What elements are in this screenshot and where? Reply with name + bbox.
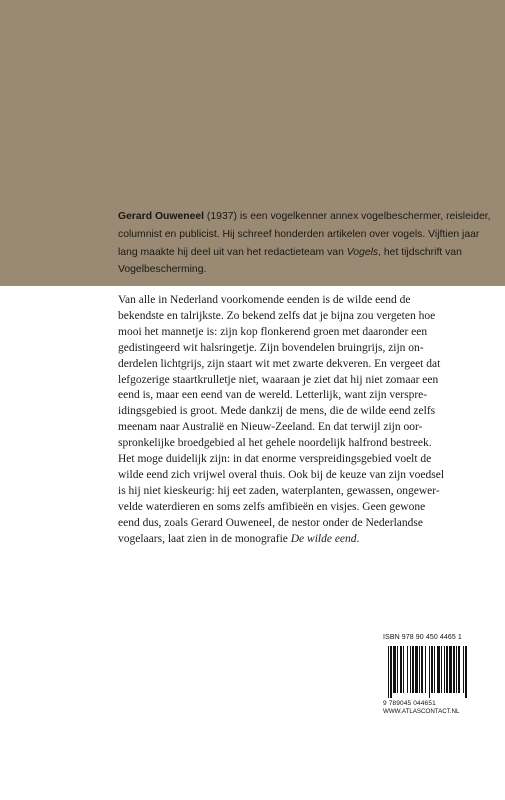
author-bio-text-end: , het tijdschrift van Vogelbescherming. bbox=[118, 246, 462, 276]
blurb-line: meenam naar Australië en Nieuw-Zeeland. En dat terwijl zijn oor- bbox=[118, 421, 423, 434]
blurb-line: idingsgebied is groot. Mede dankzij de mens, die de wilde eend zelfs bbox=[118, 405, 436, 418]
blurb-line: derdelen lichtgrijs, zijn staart wit met zwarte dekveren. En vergeet dat bbox=[118, 357, 441, 370]
author-name: Gerard Ouweneel bbox=[118, 211, 205, 222]
book-blurb bbox=[118, 293, 502, 548]
blurb-line: bekendste en talrijkste. Zo bekend zelfs dat je bijna zou vergeten hoe bbox=[118, 309, 436, 322]
blurb-line: Het moge duidelijk zijn: in dat enorme verspreidingsgebied voelt de bbox=[118, 453, 432, 466]
blurb-line: spronkelijke broedgebied al het gehele noordelijk halfrond bestreek. bbox=[118, 437, 432, 450]
publisher-url: WWW.ATLASCONTACT.NL bbox=[383, 708, 460, 715]
blurb-last-line-end: . bbox=[356, 532, 360, 545]
blurb-line: wilde eend zich vrijwel overal thuis. Ook bij de keuze van zijn voedsel bbox=[118, 468, 445, 481]
author-bio-panel bbox=[0, 0, 505, 286]
magazine-title: Vogels bbox=[346, 246, 379, 258]
blurb-line: eend is, maar een eend van de wereld. Letterlijk, want zijn verspre- bbox=[118, 389, 428, 402]
blurb-last-line bbox=[118, 532, 502, 548]
book-title: De wilde eend bbox=[290, 532, 357, 545]
isbn-barcode-block bbox=[383, 634, 501, 716]
ean-digits: 9 789045 044651 bbox=[383, 700, 436, 707]
blurb-line: eend dus, zoals Gerard Ouweneel, de nestor onder de Nederlandse bbox=[118, 516, 423, 529]
barcode-icon bbox=[386, 646, 498, 698]
author-bio-text: (1937) is een vogelkenner annex vogelbeschermer, reisleider, columnist en publicist. Hij schreef honderden artikelen over vogels. Vijftien jaar lang maakte hij deel uit van het redactieteam van bbox=[118, 211, 491, 258]
blurb-line: velde waterdieren en soms zelfs amfibieën en visjes. Geen gewone bbox=[118, 500, 426, 513]
blurb-line: is hij niet kieskeurig: hij eet zaden, waterplanten, gewassen, ongewer- bbox=[118, 484, 440, 497]
blurb-line: gedistingeerd wit halsringetje. Zijn bovendelen bruingrijs, zijn on- bbox=[118, 341, 424, 354]
blurb-line: Van alle in Nederland voorkomende eenden is de wilde eend de bbox=[118, 294, 411, 306]
author-bio bbox=[118, 208, 498, 279]
blurb-last-line-text: vogelaars, laat zien in de monografie bbox=[118, 532, 291, 545]
blurb-line: mooi het mannetje is: zijn kop flonkerend groen met daaronder een bbox=[118, 325, 428, 338]
blurb-line: lefgozerige staartkrulletje niet, waaraan je ziet dat hij niet zomaar een bbox=[118, 373, 439, 386]
isbn-label: ISBN 978 90 450 4465 1 bbox=[383, 634, 462, 641]
